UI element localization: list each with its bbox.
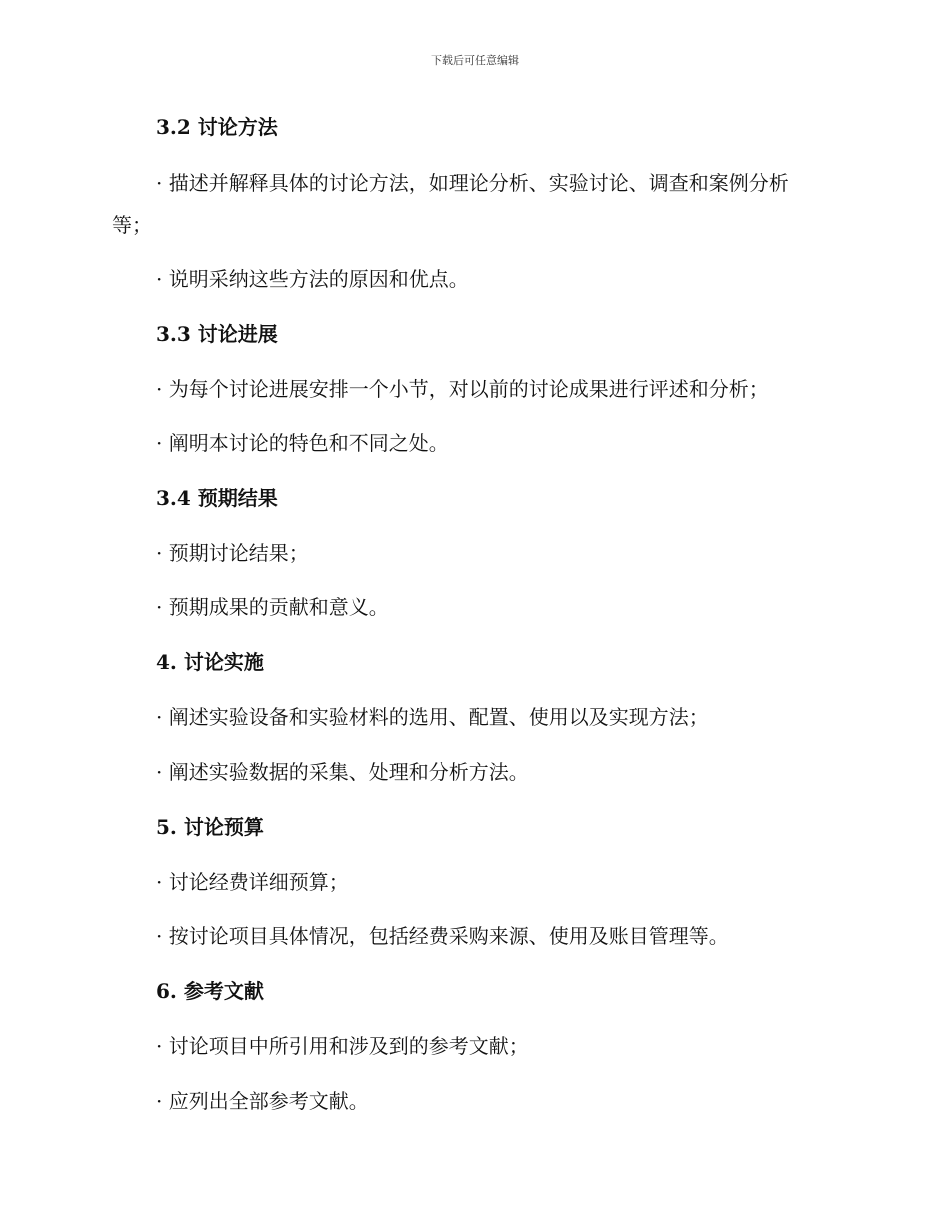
section-heading-3-2: 3.2 讨论方法: [156, 115, 278, 139]
bullet-methods-reason: · 说明采纳这些方法的原因和优点。: [156, 267, 469, 291]
bullet-expected-contribution: · 预期成果的贡献和意义。: [156, 595, 389, 619]
section-heading-3-3: 3.3 讨论进展: [156, 322, 278, 346]
bullet-budget-detail: · 讨论经费详细预算；: [156, 870, 349, 894]
section-heading-3-4: 3.4 预期结果: [156, 486, 278, 510]
bullet-implementation-data: · 阐述实验数据的采集、处理和分析方法。: [156, 760, 529, 784]
bullet-references-cited: · 讨论项目中所引用和涉及到的参考文献；: [156, 1034, 529, 1058]
bullet-expected-results: · 预期讨论结果；: [156, 541, 309, 565]
bullet-implementation-equipment: · 阐述实验设备和实验材料的选用、配置、使用以及实现方法；: [156, 705, 709, 729]
bullet-progress-subsections: · 为每个讨论进展安排一个小节，对以前的讨论成果进行评述和分析；: [156, 377, 769, 401]
bullet-progress-features: · 阐明本讨论的特色和不同之处。: [156, 431, 449, 455]
bullet-methods-description: · 描述并解释具体的讨论方法，如理论分析、实验讨论、调查和案例分析等；: [112, 171, 789, 237]
section-heading-6: 6. 参考文献: [156, 979, 264, 1003]
bullet-budget-management: · 按讨论项目具体情况，包括经费采购来源、使用及账目管理等。: [156, 924, 729, 948]
section-heading-5: 5. 讨论预算: [156, 815, 264, 839]
page-header-note: 下载后可任意编辑: [431, 54, 519, 67]
section-heading-4: 4. 讨论实施: [156, 650, 264, 674]
bullet-references-list: · 应列出全部参考文献。: [156, 1089, 369, 1113]
